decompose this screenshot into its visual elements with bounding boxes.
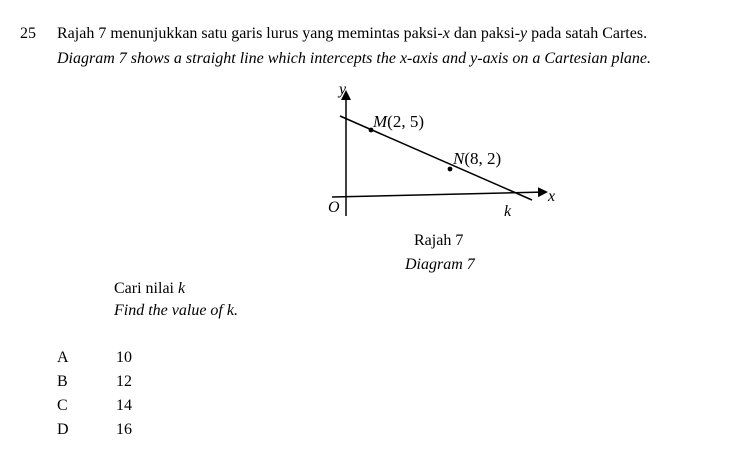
prompt-malay-prefix: Cari nilai [114, 280, 178, 297]
question-text-english: Diagram 7 shows a straight line which intercepts the x-axis and y-axis on a Cartesian plane. [57, 50, 652, 67]
prompt-malay [114, 280, 185, 298]
question-text-malay-y: y [520, 25, 528, 42]
prompt-english: Find the value of k. [114, 302, 238, 319]
question-text-malay [57, 25, 647, 43]
option-c-letter: C [57, 397, 68, 414]
point-n [448, 167, 453, 172]
option-b-value: 12 [116, 373, 132, 390]
origin-label: O [328, 199, 340, 216]
option-b-letter: B [57, 373, 68, 390]
question-number: 25 [20, 25, 36, 42]
question-text-malay-mid: dan paksi- [449, 25, 521, 42]
cartesian-diagram [320, 76, 565, 226]
prompt-malay-var: k [177, 280, 186, 297]
option-a-value: 10 [116, 349, 132, 366]
point-n-coords: (8, 2) [464, 149, 502, 168]
point-n-name: N [453, 149, 465, 168]
x-axis-label: x [548, 188, 556, 205]
diagram-caption-malay: Rajah 7 [414, 232, 464, 249]
option-d-value: 16 [116, 421, 132, 438]
question-text-malay-suffix: pada satah Cartes. [527, 25, 648, 42]
diagram-caption-english: Diagram 7 [405, 256, 475, 273]
point-n-label [452, 149, 501, 168]
y-axis-label: y [339, 81, 347, 98]
option-a-letter: A [57, 349, 69, 366]
option-d-letter: D [57, 421, 69, 438]
question-text-malay-prefix: Rajah 7 menunjukkan satu garis lurus yang memintas paksi- [57, 25, 443, 42]
straight-line [340, 116, 532, 200]
point-m-name: M [373, 112, 388, 131]
question-text-malay-x: x [442, 25, 450, 42]
option-c-value: 14 [116, 397, 132, 414]
point-m-label [372, 112, 424, 131]
intercept-label: k [504, 203, 512, 220]
point-m-coords: (2, 5) [387, 112, 424, 131]
